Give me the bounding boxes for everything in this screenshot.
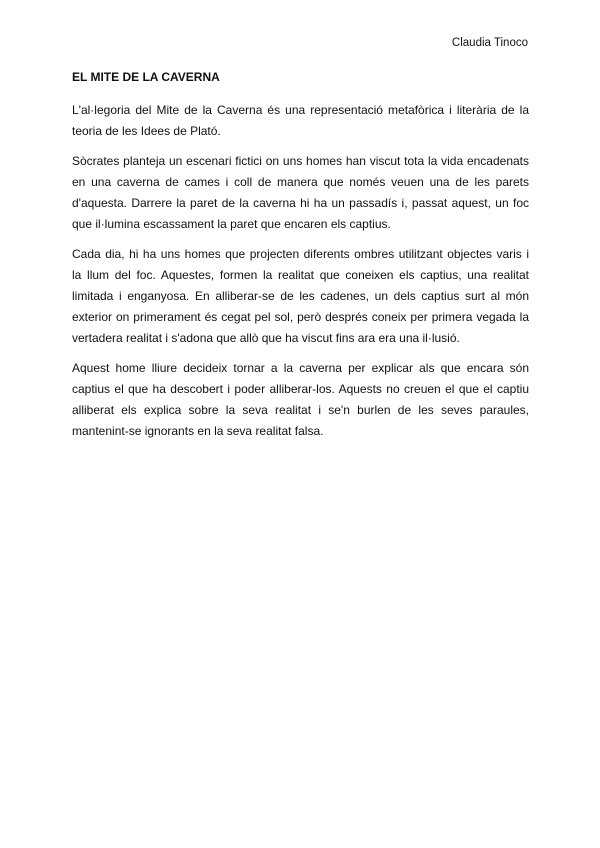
paragraph-line: limitada i enganyosa. En alliberar-se de les cadenes, un dels captius surt al món bbox=[72, 289, 529, 303]
paragraph-line: Aquest home lliure decideix tornar a la caverna per explicar als que encara són bbox=[72, 361, 529, 375]
paragraph-line: d'aquesta. Darrere la paret de la caverna hi ha un passadís i, passat aquest, un foc bbox=[72, 196, 529, 210]
paragraph-line: captius el que ha descobert i poder alliberar-los. Aquests no creuen el que el captiu bbox=[72, 382, 529, 396]
paragraph-line: la llum del foc. Aquestes, formen la realitat que coneixen els captius, una realitat bbox=[72, 268, 529, 282]
page-header-author: Claudia Tinoco bbox=[451, 37, 528, 49]
paragraph bbox=[72, 358, 529, 442]
paragraph bbox=[72, 100, 529, 142]
paragraph-line: exterior on primerament és cegat pel sol, però després coneix per primera vegada la bbox=[72, 310, 529, 324]
paragraph-line: en una caverna de cames i coll de manera que només veuen una de les parets bbox=[72, 175, 529, 189]
paragraph-line: L'al·legoria del Mite de la Caverna és una representació metafòrica i literària de la bbox=[72, 103, 529, 117]
document-body bbox=[72, 100, 529, 451]
paragraph-line: vertadera realitat i s'adona que allò que ha viscut fins ara era una il·lusió. bbox=[72, 331, 460, 345]
paragraph-line: alliberat els explica sobre la seva realitat i se'n burlen de les seves paraules, bbox=[72, 403, 529, 417]
document-title: EL MITE DE LA CAVERNA bbox=[72, 70, 220, 84]
paragraph bbox=[72, 151, 529, 235]
paragraph-line: mantenint-se ignorants en la seva realitat falsa. bbox=[72, 424, 324, 438]
paragraph-line: Cada dia, hi ha uns homes que projecten diferents ombres utilitzant objectes varis i bbox=[72, 247, 529, 261]
paragraph bbox=[72, 244, 529, 349]
paragraph-line: que il·lumina escassament la paret que encaren els captius. bbox=[72, 217, 391, 231]
paragraph-line: Sòcrates planteja un escenari fictici on uns homes han viscut tota la vida encadenats bbox=[72, 154, 529, 168]
paragraph-line: teoria de les Idees de Plató. bbox=[72, 124, 221, 138]
